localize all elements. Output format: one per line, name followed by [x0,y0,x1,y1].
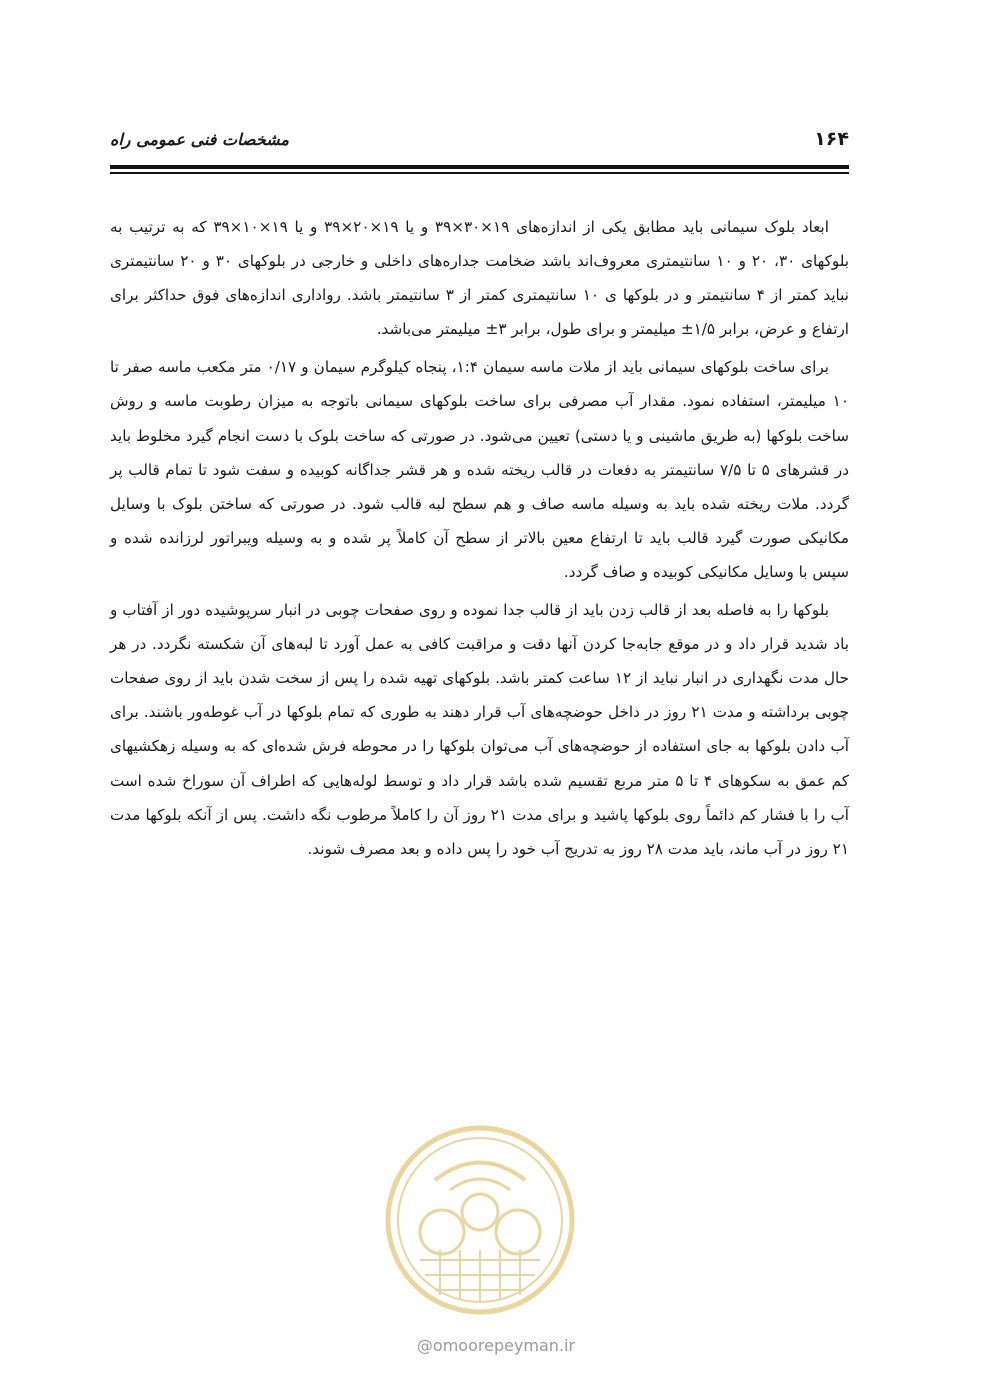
page-number: ۱۶۴ [814,128,849,150]
body-text [110,210,849,870]
watermark-logo [380,1120,580,1320]
page-header [110,124,849,164]
header-rule-thick [110,165,849,169]
header-rule-thin [110,172,849,174]
paragraph-block-dimensions: ابعاد بلوک سیمانی باید مطابق یکی از اندازه‌های ۱۹×۳۰×۳۹ و یا ۱۹×۲۰×۳۹ و یا ۱۹×۱۰×۳۹ که به ترتیب به بلوکهای ۳۰، ۲۰ و ۱۰ سانتیمتری معروف‌اند باشد ضخامت جداره‌های داخلی و خارجی در بلوکهای ۳۰ و ۲۰ سانتیمتری نباید کمتر از ۴ سانتیمتر و در بلوکها ی ۱۰ سانتیمتری کمتر از ۳ سانتیمتر باشد. رواداری اندازه‌های فوق حداکثر برای ارتفاع و عرض، برابر ۱/۵± میلیمتر و برای طول، برابر ۳± میلیمتر می‌باشد. [110,218,849,339]
paragraph-block-manufacturing: برای ساخت بلوکهای سیمانی باید از ملات ماسه سیمان ۱:۴، پنجاه کیلوگرم سیمان و ۰/۱۷ متر مکعب ماسه صفر تا ۱۰ میلیمتر، استفاده نمود. مقدار آب مصرفی برای ساخت بلوکهای سیمانی باتوجه به میزان رطوبت ماسه و روش ساخت بلوکها (به طریق ماشینی و یا دستی) تعیین می‌شود. در صورتی که ساخت بلوک با دست انجام گیرد مخلوط باید در قشرهای ۵ تا ۷/۵ سانتیمتر به دفعات در قالب ریخته شده و هر قشر جداگانه کوبیده و سفت شود تا تمام قالب پر گردد. ملات ریخته شده باید به وسیله ماسه صاف و هم سطح لبه قالب شود. در صورتی که ساختن بلوک با وسایل مکانیکی صورت گیرد قالب باید تا ارتفاع معین بالاتر از سطح آن کاملاً پر شده و به وسیله ویبراتور لرزانده شده و سپس با وسایل مکانیکی کوبیده و صاف گردد. [110,358,849,581]
running-title: مشخصات فنی عمومی راه [109,130,289,149]
watermark-site-url: @omoorepeyman.ir [416,1336,576,1355]
paragraph-block-curing: بلوکها را به فاصله بعد از قالب زدن باید از قالب جدا نموده و روی صفحات چوبی در انبار سرپوشیده دور از آفتاب و باد شدید قرار داد و در موقع جابه‌جا کردن آنها دقت و مراقبت کافی به عمل آورد تا لبه‌های آن شکسته نگردد. در هر حال مدت نگهداری در انبار نباید از ۱۲ ساعت کمتر باشد. بلوکهای تهیه شده را پس از سخت شدن باید از روی صفحات چوبی برداشته و مدت ۲۱ روز در داخل حوضچه‌های آب قرار دهند به طوری که تمام بلوکها در آب غوطه‌ور باشند. برای آب دادن بلوکها به جای استفاده از حوضچه‌های آب می‌توان بلوکها را در محوطه فرش شده‌ای که به وسیله زهکشیهای کم عمق به سکوهای ۴ تا ۵ متر مربع تقسیم شده باشد قرار داد و توسط لوله‌هایی که اطراف آن سوراخ شده است آب را با فشار کم دائماً روی بلوکها پاشید و برای مدت ۲۱ روز آن را کاملاً مرطوب نگه داشت. پس از آنکه بلوکها مدت ۲۱ روز در آب ماند، باید مدت ۲۸ روز به تدریج آب خود را پس داده و بعد مصرف شوند. [110,601,849,858]
